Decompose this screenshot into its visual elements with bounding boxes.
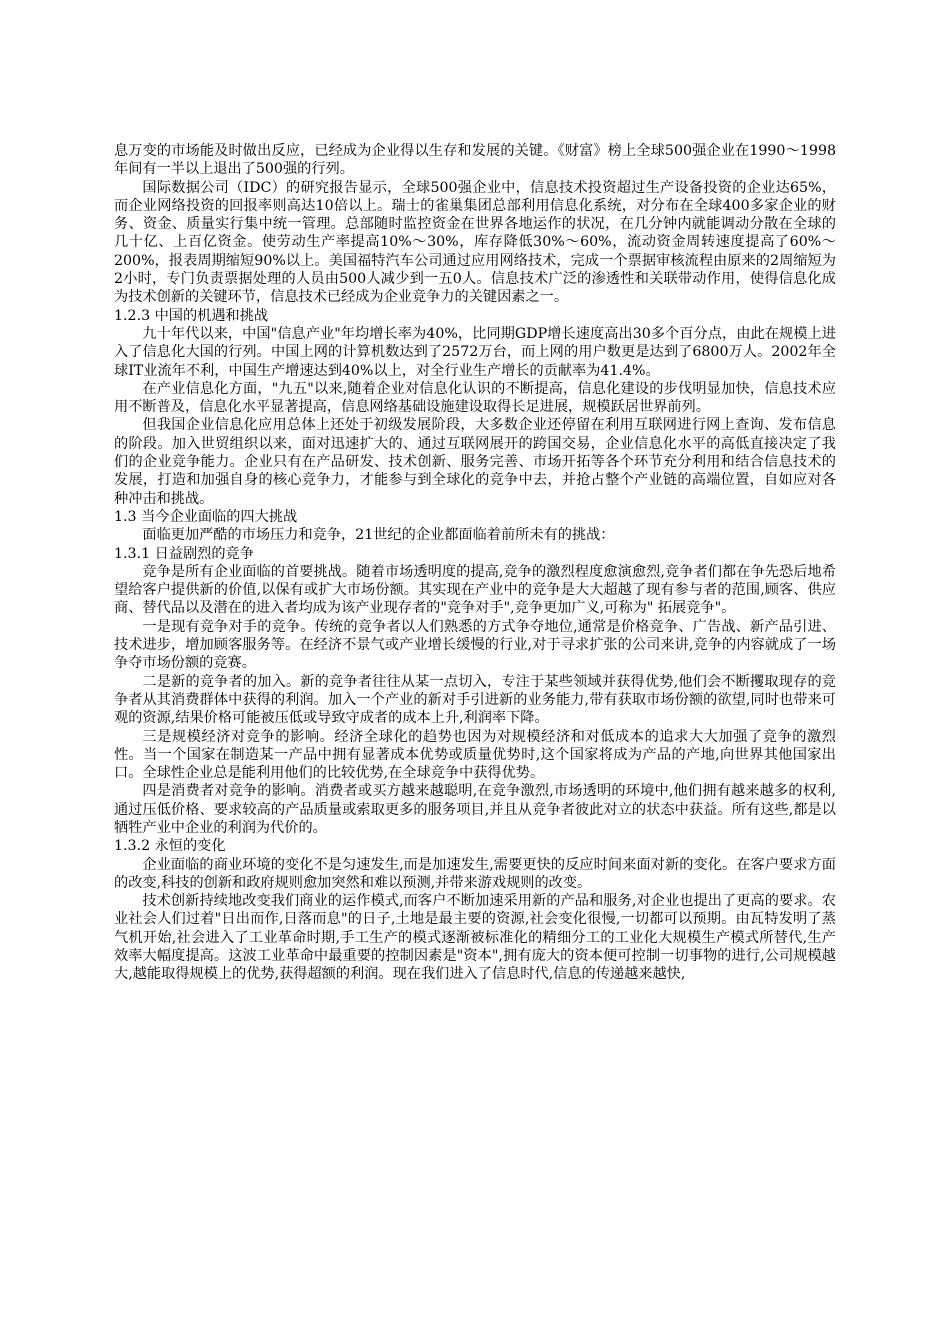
paragraph: 国际数据公司（IDC）的研究报告显示，全球500强企业中，信息技术投资超过生产设备投资的企业达65%，而企业网络投资的回报率则高达10倍以上。瑞士的雀巢集团总部利用信息化系统，对分布在全球400多家企业的财务、资金、质量实行集中统一管理。总部随时监控资金在世界各地运作的状况，在几分钟内就能调动分散在全球的几十亿、上百亿资金。使劳动生产率提高10%～30%，库存降低30%～60%，流动资金周转速度提高了60%～200%，报表周期缩短90%以上。美国福特汽车公司通过应用网络技术，完成一个票据审核流程由原来的2周缩短为2小时，专门负责票据处理的人员由500人减少到一五0人。信息技术广泛的渗透性和关联带动作用，使得信息化成为技术创新的关键环节，信息技术已经成为企业竞争力的关键因素之一。 xyxy=(114,179,836,306)
paragraph: 竞争是所有企业面临的首要挑战。随着市场透明度的提高,竞争的激烈程度愈演愈烈,竞争者们都在争先恐后地希望给客户提供新的价值,以保有或扩大市场份额。其实现在产业中的竞争是大大超越了现有参与者的范围,顾客、供应商、替代品以及潜在的进入者均成为该产业现存者的"竞争对手",竞争更加广义,可称为" 拓展竞争"。 xyxy=(114,563,836,617)
section-heading: 1.2.3 中国的机遇和挑战 xyxy=(114,307,269,324)
paragraph: 但我国企业信息化应用总体上还处于初级发展阶段，大多数企业还停留在利用互联网进行网上查询、发布信息的阶段。加入世贸组织以来，面对迅速扩大的、通过互联网展开的跨国交易，企业信息化水平的高低直接决定了我们的企业竞争能力。企业只有在产品研发、技术创新、服务完善、市场开拓等各个环节充分利用和结合信息技术的发展，打造和加强自身的核心竞争力，才能参与到全球化的竞争中去，并抢占整个产业链的高端位置，自如应对各种冲击和挑战。 xyxy=(114,417,836,507)
section-heading: 1.3.1 日益剧烈的竞争 xyxy=(114,545,254,562)
paragraph: 九十年代以来，中国"信息产业"年均增长率为40%，比同期GDP增长速度高出30多个百分点，由此在规模上进入了信息化大国的行列。中国上网的计算机数达到了2572万台，而上网的用户数更是达到了6800万人。2002年全球IT业流年不利，中国生产增速达到40%以上，对全行业生产增长的贡献率为41.4%。 xyxy=(114,325,836,379)
paragraph: 在产业信息化方面，"九五"以来,随着企业对信息化认识的不断提高，信息化建设的步伐明显加快，信息技术应用不断普及，信息化水平显著提高，信息网络基础设施建设取得长足进展，规模跃居世界前列。 xyxy=(114,380,836,416)
paragraph: 四是消费者对竞争的影响。消费者或买方越来越聪明,在竞争激烈,市场透明的环境中,他们拥有越来越多的权利,通过压低价格、要求较高的产品质量或索取更多的服务项目,并且从竞争者彼此对立的状态中获益。所有这些,都是以牺牲产业中企业的利润为代价的。 xyxy=(114,783,836,836)
paragraph: 息万变的市场能及时做出反应，已经成为企业得以生存和发展的关键。《财富》榜上全球500强企业在1990～1998年间有一半以上退出了500强的行列。 xyxy=(114,143,836,178)
paragraph: 一是现有竞争对手的竞争。传统的竞争者以人们熟悉的方式争夺地位,通常是价格竞争、广告战、新产品引进、技术进步，增加顾客服务等。在经济不景气或产业增长缓慢的行业,对于寻求扩张的公司来讲,竞争的内容就成了一场争夺市场份额的竞赛。 xyxy=(114,618,836,672)
paragraph: 企业面临的商业环境的变化不是匀速发生,而是加速发生,需要更快的反应时间来面对新的变化。在客户要求方面的改变,科技的创新和政府规则愈加突然和难以预测,并带来游戏规则的改变。 xyxy=(114,856,836,891)
document-page xyxy=(114,142,836,984)
paragraph: 技术创新持续地改变我们商业的运作模式,而客户不断加速采用新的产品和服务,对企业也提出了更高的要求。农业社会人们过着"日出而作,日落而息"的日子,土地是最主要的资源,社会变化很慢,一切都可以预期。由瓦特发明了蒸气机开始,社会进入了工业革命时期,手工生产的模式逐渐被标准化的精细分工的工业化大规模生产模式所替代,生产效率大幅度提高。这波工业革命中最重要的控制因素是"资本",拥有庞大的资本便可控制一切事物的进行,公司规模越大,越能取得规模上的优势,获得超额的利润。现在我们进入了信息时代,信息的传递越来越快, xyxy=(114,893,836,983)
section-heading: 1.3 当今企业面临的四大挑战 xyxy=(114,508,298,525)
paragraph: 二是新的竞争者的加入。新的竞争者往往从某一点切入，专注于某些领域并获得优势,他们会不断攫取现存的竞争者从其消费群体中获得的利润。加入一个产业的新对手引进新的业务能力,带有获取市场份额的欲望,同时也带来可观的资源,结果价格可能被压低或导致守成者的成本上升,利润率下降。 xyxy=(114,673,836,727)
paragraph: 面临更加严酷的市场压力和竞争，21世纪的企业都面临着前所未有的挑战： xyxy=(142,527,615,544)
paragraph: 三是规模经济对竞争的影响。经济全球化的趋势也因为对规模经济和对低成本的追求大大加强了竞争的激烈性。当一个国家在制造某一产品中拥有显著成本优势或质量优势时,这个国家将成为产品的产地,向世界其他国家出口。全球性企业总是能利用他们的比较优势,在全球竞争中获得优势。 xyxy=(114,728,836,782)
section-heading: 1.3.2 永恒的变化 xyxy=(114,838,226,855)
